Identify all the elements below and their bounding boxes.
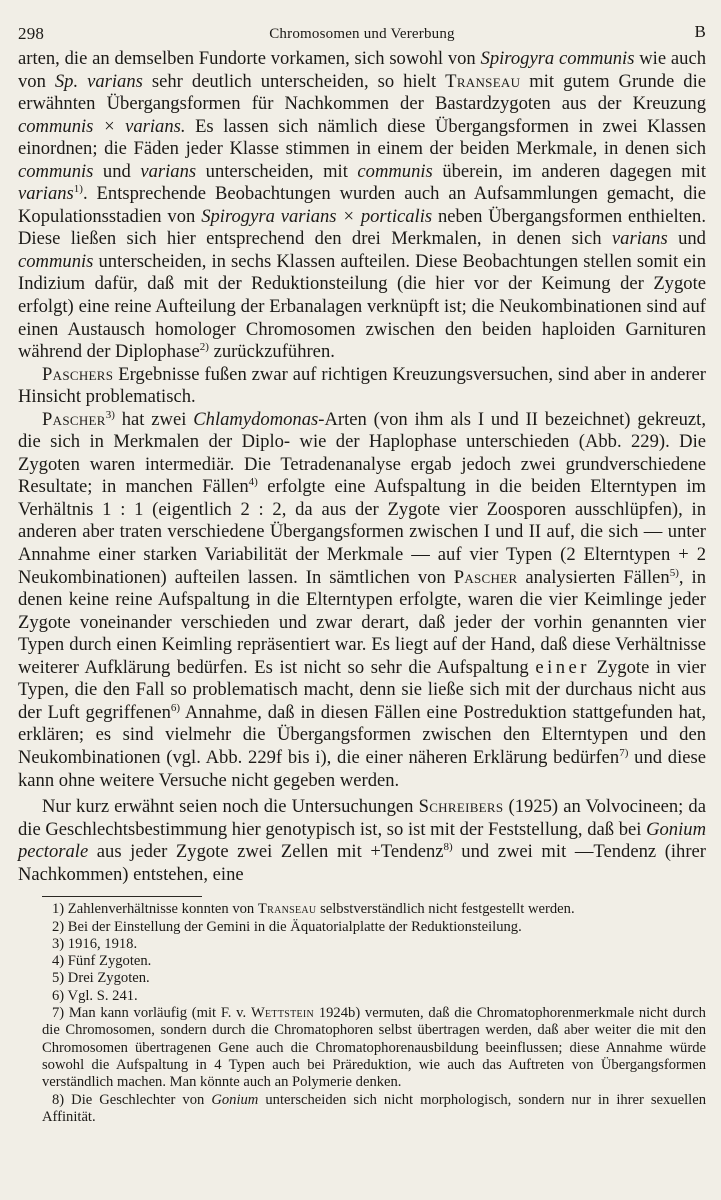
paragraph [18, 48, 706, 364]
text-run: und zwei mit —Tendenz (ihrer Nachkommen) entstehen, eine [18, 841, 706, 885]
text-run: aus jeder Zygote zwei Zellen mit +Tendenz [88, 841, 444, 863]
paragraph [18, 364, 706, 409]
text-run: -Arten (von ihm als I und II bezeichnet) gekreuzt, die sich in Merkmalen der Diplo- wie der Haplophase unterschieden (Abb. 229). Die Zygoten waren intermediär. Die Tetradenanalyse ergab jedoch zwei grundverschiedene Resultate; in manchen Fällen [18, 408, 706, 498]
text-run: . Entsprechende Beobachtungen wurden auch an Aufsammlungen gemacht, die Kopulationsstadien von [18, 183, 706, 227]
text-run: selbstverständlich nicht festgestellt werden. [316, 901, 575, 918]
page-number: 298 [18, 24, 45, 43]
footnote [18, 988, 706, 1005]
species-name: Chlamydomonas [193, 408, 319, 430]
text-run: 7) Man kann vorläufig (mit F. v. [52, 1005, 251, 1022]
text-run: unterscheiden sich nicht morphologisch, sondern nur in ihrer sexuellen Affinität. [42, 1091, 706, 1125]
author-name: Schreibers [418, 796, 504, 818]
species-name: Sp. varians [54, 70, 143, 92]
text-run: unterscheiden, in sechs Klassen aufteilen. Diese Beobachtungen stellen somit ein Indizium dafür, daß mit der Reduktionsteilung (die hier vor der Keimung der Zygote erfolgt) eine reine Aufteilung der Erbanalagen verknüpft ist; die Neukombinationen sind auf einen Austausch homologer Chromosomen zwischen den beiden haploiden Garnituren während der Diplophase [18, 250, 706, 363]
author-name: Paschers [42, 363, 114, 385]
text-run: Ergebnisse fußen zwar auf richtigen Kreuzungsversuchen, sind aber in anderer Hinsicht problematisch. [18, 363, 706, 408]
text-run: 1924b) vermuten, daß die Chromatophorenmerkmale nicht durch die Chromosomen, sondern durch die Chromatophoren selbst übertragen werden, daß aber weiter die mit den Chromosomen übertragenen Gene auch die Chromatophorenausbildung beeinflussen; diese Annahme würde sowohl die Aufspaltung in 4 Typen auch bei Präreduktion, wie auch das Auftreten von Übergangsformen verständlich machen. Man könnte auch an Polymerie denken. [42, 1005, 706, 1091]
text-run: Es lassen sich nämlich diese Übergangsformen in zwei Klassen einordnen; die Fäden jeder Klasse stimmen in einem der beiden Merkmale, in denen sich [18, 115, 706, 160]
species-name: Gonium pectorale [18, 818, 706, 863]
species-name: communis × varians. [18, 115, 186, 137]
page-header [18, 14, 706, 48]
footnote-ref: 4) [248, 476, 258, 489]
species-name: varians [140, 160, 197, 182]
footnote-ref: 6) [170, 701, 181, 714]
footnote [18, 970, 706, 987]
footnote-ref: 7) [619, 746, 629, 759]
author-name: Wettstein [250, 1005, 315, 1022]
text-run: wie auch von [18, 48, 707, 92]
footnote-ref: 8) [443, 841, 453, 854]
text-run: analysierten Fällen [517, 566, 670, 588]
species-name: varians [611, 228, 668, 250]
species-name: Gonium [211, 1091, 259, 1108]
footnote [18, 1005, 706, 1091]
species-name: communis [18, 160, 94, 182]
footnote-ref: 5) [669, 566, 679, 579]
footnote [18, 901, 706, 918]
text-run: und diese kann ohne weitere Versuche nicht gegeben werden. [18, 746, 706, 791]
text-run: arten, die an demselben Fundorte vorkamen, sich sowohl von [18, 48, 481, 69]
text-run: Zygote in vier Typen, die den Fall so problematisch macht, denn sie ließe sich mit der durchaus nicht aus der Luft gegriffenen [18, 656, 707, 723]
text-run: 3) 1916, 1918. [52, 935, 138, 952]
author-name: Pascher [453, 566, 518, 588]
text-run: 2) Bei der Einstellung der Gemini in die Äquatorialplatte der Reduktionsteilung. [52, 918, 522, 935]
text-run: überein, im anderen dagegen mit [432, 160, 707, 182]
paragraph [18, 409, 706, 792]
text-run: 1) Zahlenverhältnisse konnten von [52, 901, 258, 918]
species-name: Spirogyra varians × porticalis [201, 205, 433, 227]
text-run: Nur kurz erwähnt seien noch die Untersuchungen [42, 796, 419, 818]
text-run: hat zwei [114, 408, 194, 430]
text-run: und [667, 228, 706, 250]
body-text [18, 48, 706, 886]
book-page [18, 14, 706, 1194]
author-name: Transeau [445, 70, 521, 92]
footnote-ref: 1) [73, 183, 83, 196]
text-run: 8) Die Geschlechter von [52, 1091, 212, 1108]
text-run: 5) Drei Zygoten. [52, 970, 150, 987]
text-run: zurückzuführen. [208, 341, 335, 363]
text-run: , in denen keine reine Aufspaltung in die Elterntypen erfolgte, waren die vier Keimlinge jeder Zygote voneinander verschieden und zwar derart, daß jeder der vorhin genannten vier Typen durch einen Keimling repräsentiert war. Es liegt auf der Hand, daß diese Verhältnisse weiterer Aufklärung bedürfen. Es ist nicht so sehr die Aufspaltung [18, 566, 706, 678]
paragraph [18, 796, 706, 886]
footnotes [18, 901, 706, 1126]
text-run: erfolgte eine Aufspaltung in die beiden Elterntypen im Verhältnis 1 : 1 (eigentlich 2 : 2, da aus der Zygote vier Zoosporen ausschlüpfen), in anderen aber traten verschiedene Übergangsformen zwischen I und II auf, die sich — unter Annahme einer starken Variabilität der Merkmale — auf vier Typen (2 Elterntypen + 2 Neukombinationen) aufteilen lassen. In sämtlichen von [18, 476, 706, 588]
text-run: mit gutem Grunde die erwähnten Übergangsformen für Nachkommen der Bastardzygoten aus der Kreuzung [18, 70, 706, 115]
text-run: und [93, 160, 141, 182]
text-run: unterscheiden, mit [196, 160, 358, 182]
species-name: communis [357, 160, 433, 182]
text-run: 4) Fünf Zygoten. [52, 953, 152, 970]
footnote [18, 953, 706, 970]
footnote-divider [42, 896, 202, 897]
species-name: communis [18, 250, 94, 272]
emphasis: einer [535, 656, 590, 678]
species-name: varians [18, 183, 74, 205]
footnote [18, 919, 706, 936]
species-name: Spirogyra communis [480, 48, 635, 69]
text-run: 6) Vgl. S. 241. [52, 987, 138, 1004]
text-run: neben Übergangsformen enthielten. Diese ließen sich hier entsprechend den drei Merkmalen, in denen sich [18, 205, 706, 250]
text-run: sehr deutlich unterscheiden, so hielt [142, 70, 446, 92]
footnote [18, 1092, 706, 1127]
footnote [18, 936, 706, 953]
footnote-ref: 3) [105, 408, 115, 421]
running-title: Chromosomen und Vererbung [269, 26, 455, 42]
text-run: Annahme, daß in diesen Fällen eine Postreduktion stattgefunden hat, erklären; es sind vielmehr die Übergangsformen zwischen den Elterntypen und den Neukombinationen (vgl. Abb. 229f bis i), die einer näheren Erklärung bedürfen [18, 701, 706, 768]
text-run: (1925) an Volvocineen; da die Geschlechtsbestimmung hier genotypisch ist, so ist mit der Feststellung, daß bei [18, 796, 706, 840]
author-name: Pascher [42, 408, 106, 430]
footnote-ref: 2) [199, 341, 209, 354]
signature-mark: B [694, 22, 706, 41]
author-name: Transeau [257, 901, 317, 918]
